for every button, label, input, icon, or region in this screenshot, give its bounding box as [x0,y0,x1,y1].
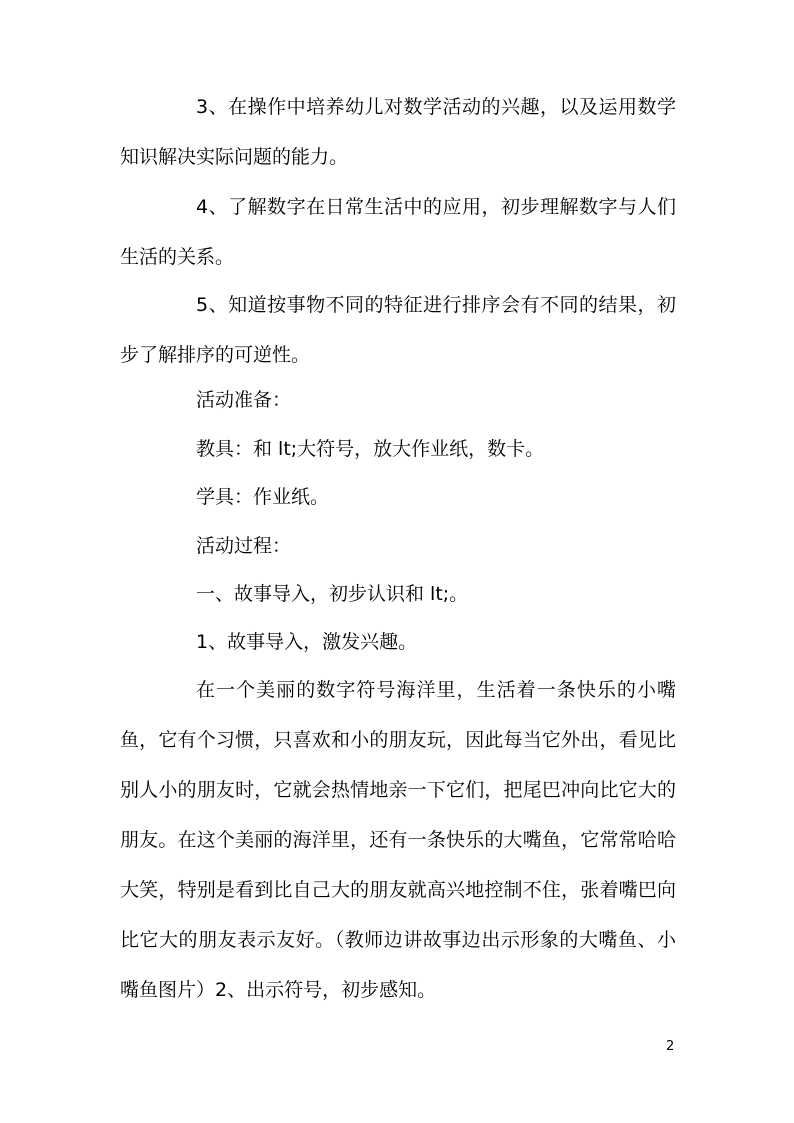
process-heading: 活动过程： [196,535,292,557]
preparation-heading: 活动准备： [196,389,292,411]
step-one-heading: 1、故事导入，激发兴趣。 [196,631,418,653]
student-materials-line: 学具：作业纸。 [196,486,330,508]
page-number: 2 [666,1039,675,1054]
goal-3-paragraph: 3、在操作中培养幼儿对数学活动的兴趣，以及运用数学知识解决实际问题的能力。 [120,96,676,168]
story-paragraph: 在一个美丽的数字符号海洋里，生活着一条快乐的小嘴鱼，它有个习惯，只喜欢和小的朋友玩，因此每当它外出，看见比别人小的朋友时，它就会热情地亲一下它们，把尾巴冲向比它大的朋友。在这个美丽的海洋里，还有一条快乐的大嘴鱼，它常常哈哈大笑，特别是看到比自己大的朋友就高兴地控制不住，张着嘴巴向比它大的朋友表示友好。（教师边讲故事边出示形象的大嘴鱼、小嘴鱼图片）2、出示符号，初步感知。 [120,679,676,1001]
goal-5-paragraph: 5、知道按事物不同的特征进行排序会有不同的结果，初步了解排序的可逆性。 [120,294,676,366]
teaching-aids-line: 教具：和 lt;大符号，放大作业纸，数卡。 [196,438,545,460]
section-one-heading: 一、故事导入，初步认识和 lt;。 [196,583,469,605]
goal-4-paragraph: 4、了解数字在日常生活中的应用，初步理解数字与人们生活的关系。 [120,196,676,268]
